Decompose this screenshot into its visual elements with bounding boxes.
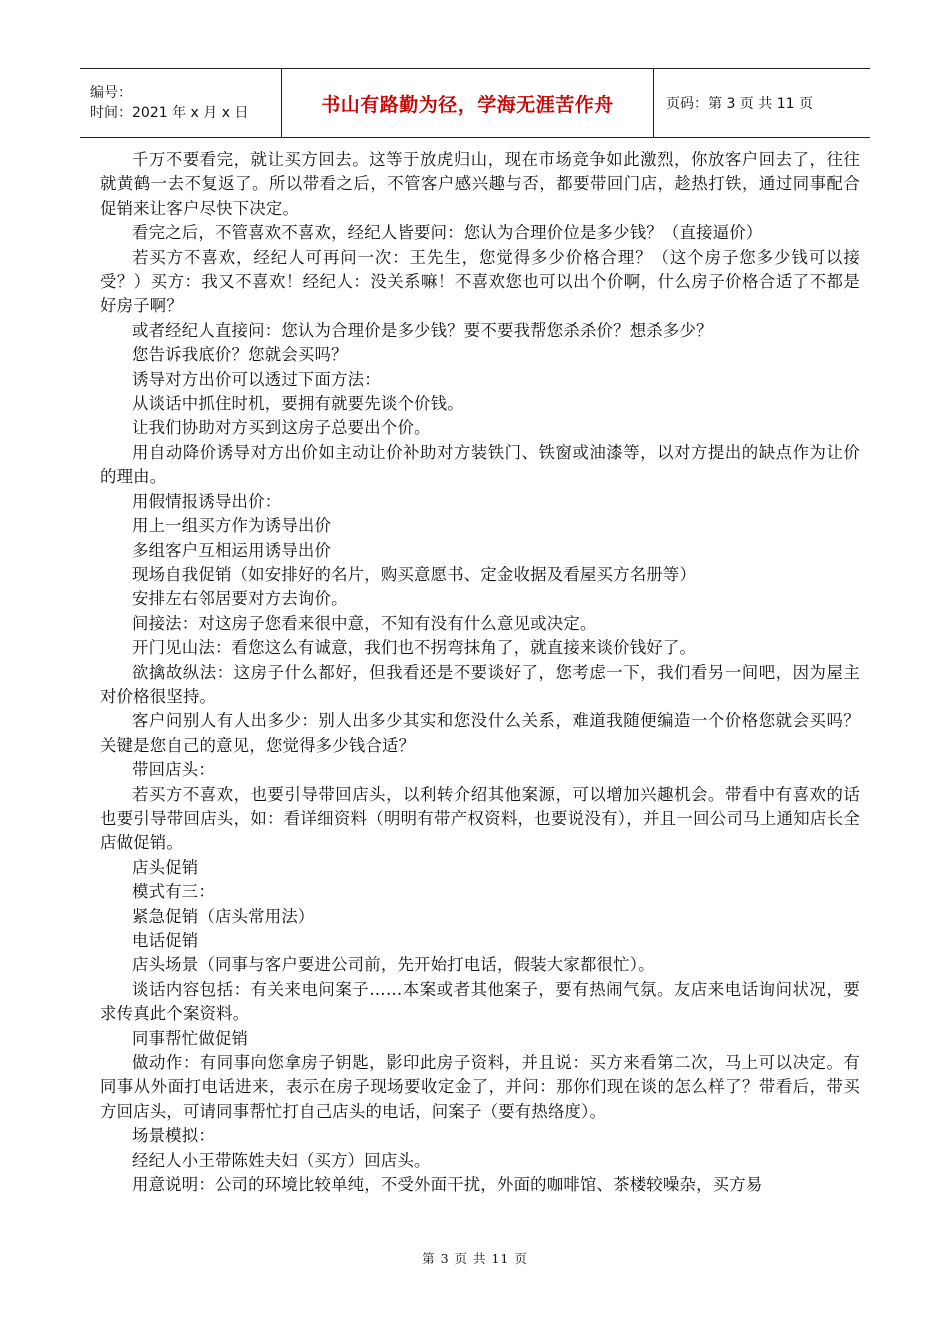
paragraph: 场景模拟： [132, 1126, 215, 1146]
paragraph: 用上一组买方作为诱导出价 [132, 516, 332, 536]
paragraph: 用自动降价诱导对方出价如主动让价补助对方装铁门、铁窗或油漆等，以对方提出的缺点作为让价的理由。 [100, 442, 860, 487]
paragraph: 客户问别人有人出多少：别人出多少其实和您没什么关系，难道我随便编造一个价格您就会买吗？关键是您自己的意见，您觉得多少钱合适？ [100, 711, 860, 755]
paragraph: 带回店头： [132, 760, 215, 780]
paragraph: 开门见山法：看您这么有诚意，我们也不拐弯抹角了，就直接来谈价钱好了。 [132, 638, 697, 658]
header-page-cell [654, 69, 870, 137]
paragraph: 店头场景（同事与客户要进公司前，先开始打电话，假装大家都很忙）。 [132, 955, 655, 975]
paragraph: 您告诉我底价？您就会买吗？ [132, 345, 348, 365]
paragraph: 用意说明：公司的环境比较单纯，不受外面干扰，外面的咖啡馆、茶楼较噪杂，买方易 [132, 1175, 763, 1195]
page-code: 页码：第 3 页 共 11 页 [666, 96, 813, 112]
header-meta [80, 69, 282, 137]
paragraph: 紧急促销（店头常用法） [132, 906, 315, 926]
paragraph: 经纪人小王带陈姓夫妇（买方）回店头。 [132, 1150, 431, 1170]
page-footer: 第 3 页 共 11 页 [422, 1251, 528, 1266]
paragraph: 从谈话中抓住时机，要拥有就要先谈个价钱。 [132, 394, 464, 414]
paragraph: 千万不要看完，就让买方回去。这等于放虎归山，现在市场竞争如此激烈，你放客户回去了，往往就黄鹤一去不复返了。所以带看之后，不管客户感兴趣与否，都要带回门店，趁热打铁，通过同事配合促销来让客户尽快下决定。 [100, 150, 860, 218]
paragraph: 欲擒故纵法：这房子什么都好，但我看还是不要谈好了，您考虑一下，我们看另一间吧，因为屋主对价格很坚持。 [100, 662, 860, 706]
document-body [100, 148, 860, 1197]
paragraph: 用假情报诱导出价： [132, 491, 282, 511]
paragraph: 同事帮忙做促销 [132, 1028, 249, 1048]
paragraph: 看完之后，不管喜欢不喜欢，经纪人皆要问：您认为合理价位是多少钱？（直接逼价） [132, 223, 763, 243]
paragraph: 电话促销 [132, 931, 199, 950]
paragraph: 诱导对方出价可以透过下面方法： [132, 369, 381, 389]
paragraph: 安排左右邻居要对方去询价。 [132, 589, 348, 609]
document-header [80, 68, 870, 138]
paragraph: 模式有三： [132, 882, 215, 902]
paragraph: 多组客户互相运用诱导出价 [132, 540, 332, 560]
document-date: 时间：2021 年 x 月 x 日 [90, 105, 249, 121]
paragraph: 间接法：对这房子您看来很中意，不知有没有什么意见或决定。 [132, 613, 597, 633]
paragraph: 做动作：有同事向您拿房子钥匙，影印此房子资料，并且说：买方来看第二次，马上可以决定。有同事从外面打电话进来，表示在房子现场要收定金了，并问：那你们现在谈的怎么样了？带看后，带买方回店头，可请同事帮忙打自己店头的电话，问案子（要有热络度）。 [100, 1053, 860, 1121]
paragraph: 若买方不喜欢，经纪人可再问一次：王先生，您觉得多少价格合理？（这个房子您多少钱可以接受？）买方：我又不喜欢！经纪人：没关系嘛！不喜欢您也可以出个价啊，什么房子价格合适了不都是好房子啊？ [100, 247, 860, 316]
paragraph: 让我们协助对方买到这房子总要出个价。 [132, 418, 431, 438]
header-motto-cell [282, 69, 654, 137]
paragraph: 现场自我促销（如安排好的名片，购买意愿书、定金收据及看屋买方名册等） [132, 564, 697, 584]
paragraph: 或者经纪人直接问：您认为合理价是多少钱？要不要我帮您杀杀价？想杀多少？ [132, 320, 713, 340]
paragraph: 谈话内容包括：有关来电问案子……本案或者其他案子，要有热闹气氛。友店来电话询问状况，要求传真此个案资料。 [100, 979, 860, 1024]
paragraph: 店头促销 [132, 857, 199, 877]
document-number-label: 编号： [90, 85, 132, 101]
motto: 书山有路勤为径，学海无涯苦作舟 [321, 93, 614, 116]
paragraph: 若买方不喜欢，也要引导带回店头，以利转介绍其他案源，可以增加兴趣机会。带看中有喜欢的话也要引导带回店头，如：看详细资料（明明有带产权资料，也要说没有），并且一回公司马上通知店长全店做促销。 [100, 784, 860, 853]
